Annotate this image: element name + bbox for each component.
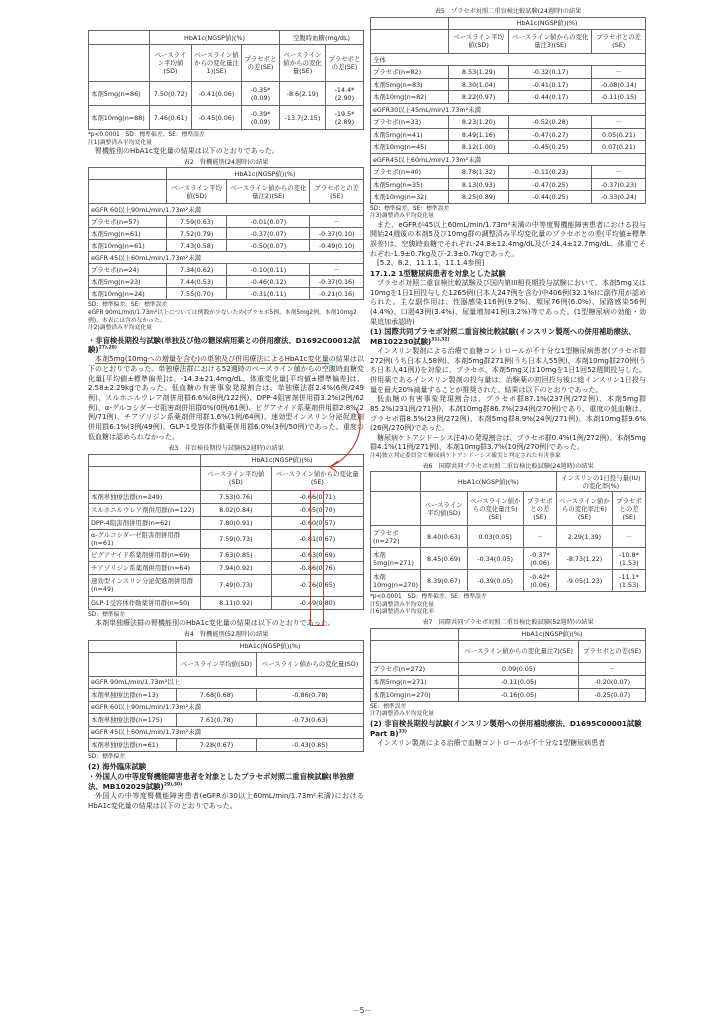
- t1-note-2: 注1)調整済み平均変化量: [88, 139, 152, 146]
- t3-col-2: ベースライン値からの変化量(SE): [271, 466, 363, 490]
- table-row: 本剤5mg(n=41) 8.49(1.16) -0.47(0.27) 0.05(0.21): [371, 128, 646, 141]
- t1-col-5: プラセボとの差(SE): [326, 45, 364, 82]
- table-row: 速効型インスリン分泌促進剤併用群(n=49) 7.49(0.73) -0.76(0.65): [89, 574, 364, 596]
- t6-caption: 表6 国際共同プラセボ対照二重盲検比較試験(24週時)の結果: [422, 462, 594, 470]
- heading-mb102230: (1) 国際共同プラセボ対照二重盲検比較試験(インスリン製剤への併用補助療法、MB102230試験)$^{31),32)}$: [370, 327, 636, 347]
- t6-col-1: ベースライン平均値(SD): [421, 492, 467, 526]
- t6-col-3: プラセボとの差(SE): [523, 492, 556, 526]
- t1-note-1: *p<0.0001 SD：標準偏差、SE：標準誤差: [88, 132, 205, 138]
- table-row: 本剤10mg(n=270) -0.16(0.05) -0.25(0.07): [371, 688, 646, 701]
- paragraph-2: 本剤5mg(10mgへの増量を含む)の単独及び併用療法によるHbA1c変化量の結果は以下のとおりであった。単独療法群における52週時のベースライン値からの空腹時血糖変化量[平均値±標準偏差]は、-14.3±21.4mg/dL、体重変化量[平均値±標準偏差]は、2.58±2.29kgであった。低血糖の有害事象発現割合は、単独療法群2.4%(6例/249例)、スルホニルウレア剤併用群6.6%(8例/122例)、DPP-4阻害剤併用群3.2%(2例/62例)、α-グルコシダーゼ阻害剤併用群0%(0例/61例)、ビグアナイド系薬剤併用群2.8%(2例/71例)、チアゾリジン系薬剤併用群1.6%(1例/64例)、速効型インスリン分泌促進剤併用群6.1%(3例/49例)、GLP-1受容体作動薬併用群6.0%(3例/50例)であった。重度の低血糖は認められなかった。: [88, 355, 365, 441]
- table-1: [88, 30, 364, 130]
- table-row: 本剤10mg(n=24) 7.55(0.70) -0.31(0.11) -0.21(0.16): [89, 288, 364, 300]
- table-row: GLP-1受容体作動薬併用群(n=50) 8.11(0.92) -0.49(0.80): [89, 596, 364, 609]
- t1-col-4: ベースライン値からの変化量(SE): [280, 45, 326, 82]
- t4-note-1: SD：標準偏差: [88, 753, 126, 760]
- t7-caption: 表7 国際共同プラセボ対照二重盲検比較試験(52週時)の結果: [422, 619, 594, 626]
- highlight-box: [310, 490, 324, 626]
- t7-header: HbA1c(NGSP値)(%): [459, 628, 646, 640]
- t5-section: eGFR30以上45mL/min/1.73m²未満: [371, 103, 646, 116]
- paragraph-4: 外国人の中等度腎機能障害患者(eGFRが30以上60mL/min/1.73m²未満)におけるHbA1c変化量の結果は以下のとおりであった。: [88, 791, 364, 810]
- table-row: 本剤単独療法群(n=249) 7.53(0.76) -0.66(0.71): [89, 490, 364, 503]
- table-row: DPP-4阻害剤併用群(n=62) 7.80(0.91) -0.60(0.57): [89, 516, 364, 529]
- table-row: 本剤単独療法群(n=61) 7.28(0.67) -0.43(0.85): [89, 738, 364, 751]
- paragraph-10: インスリン製剤による治療で血糖コントロールが不十分な1型糖尿病患者: [377, 738, 606, 747]
- table-row: α-グルコシダーゼ阻害剤併用群(n=61) 7.59(0.73) -0.81(0.67): [89, 529, 364, 548]
- t5-section: eGFR45以上60mL/min/1.73m²未満: [371, 153, 646, 166]
- table-5: [370, 17, 646, 204]
- t6-header: HbA1c(NGSP値)(%): [421, 472, 557, 492]
- table-row: 本剤5mg(n=61) 7.52(0.79) -0.37(0.07) -0.37(0.10): [89, 228, 364, 240]
- t2-note-1: SD：標準偏差、SE：標準誤差: [88, 302, 168, 309]
- t6-note-3: 注6)調整済み平均変化率: [370, 609, 434, 616]
- t5-col-2: ベースライン値からの変化量注3)(SE): [509, 29, 592, 53]
- table-row: チアゾリジン系薬剤併用群(n=64) 7.94(0.92) -0.86(0.76): [89, 561, 364, 574]
- table-row: ビグアナイド系薬剤併用群(n=69) 7.63(0.85) -0.63(0.69): [89, 548, 364, 561]
- paragraph-9: 糖尿病ケトアシドーシス注4)の発現割合は、プラセボ群0.4%(1例/272例)、本剤5mg群4.1%(11例/271例)、本剤10mg群3.7%(10例/270例)であった。: [370, 433, 646, 452]
- heading-d1695c00001: (2) 非盲検長期投与試験(インスリン製剤への併用補助療法、D1695C00001試験Part B)$^{33)}$: [370, 718, 642, 738]
- t5-col-3: プラセボとの差(SE): [592, 29, 646, 53]
- paragraph-8: 低血糖の有害事象発現割合は、プラセボ群87.1%(237例/272例)、本剤5mg群85.2%(231例/271例)、本剤10mg群86.7%(234例/270例)であり、重度の低血糖は、プラセボ群8.5%(23例/272例)、本剤5mg群8.9%(24例/271例)、本剤10mg群9.6%(26例/270例)であった。: [370, 395, 646, 433]
- table-row: 本剤5mg(n=35) 8.13(0.93) -0.47(0.25) -0.37(0.23): [371, 178, 646, 191]
- table-6: [370, 471, 646, 592]
- heading-overseas-trials: (2) 海外臨床試験: [88, 762, 147, 772]
- paragraph-7: インスリン製剤による治療で血糖コントロールが不十分な1型糖尿病患者(プラセボ群272例(うち日本人58例)、本剤5mg群271例(うち日本人55例)、本剤10mg群270例(うち日本人41例))を対象に、プラセボ、本剤5mg又は10mgを1日1回52週間投与した。併用薬であるインスリン製剤の投与量は、治験薬の初回投与後に総インスリン1日投与量を最大20%減量することが推奨された。結果は以下のとおりであった。: [370, 346, 646, 394]
- table-row: 本剤5mg(n=83) 8.30(1.04) -0.41(0.17) -0.08(0.14): [371, 78, 646, 91]
- table-row: 本剤10mg(n=32) 8.25(0.89) -0.44(0.25) -0.33(0.24): [371, 191, 646, 204]
- t6-note-1: *p<0.0001 SD：標準偏差、SE：標準誤差: [370, 594, 487, 601]
- t2-col-2: ベースライン値からの変化量注2)(SE): [227, 180, 310, 204]
- t1-col-1: ベースライン平均値(SD): [150, 45, 192, 82]
- t6-note-2: 注5)調整済み平均変化量: [370, 601, 434, 608]
- t4-section: eGFR 60以上90mL/min/1.73m²未満: [89, 701, 364, 713]
- table-row: 本剤単独療法群(n=175) 7.61(0.78) -0.73(0.63): [89, 713, 364, 726]
- t1-fpg-header: 空腹時血糖(mg/dL): [280, 31, 364, 45]
- table-4: [88, 640, 364, 752]
- t3-header: HbA1c(NGSP値)(%): [201, 454, 364, 466]
- t4-col-1: ベースライン平均値(SD): [177, 652, 257, 676]
- table-2: [88, 167, 364, 300]
- t2-caption: 表2 腎機能別(24週時)の結果: [183, 158, 269, 166]
- table-row: 本剤5mg(n=271) -0.11(0.05) -0.20(0.07): [371, 675, 646, 688]
- table-row: 本剤10mg(n=270) 8.39(0.67) -0.39(0.05) -0.42*(0.06) -9.05(1.23) -11.1*(1.53): [371, 570, 646, 592]
- table-row: プラセボ(n=82) 8.53(1.29) -0.32(0.17) －: [371, 66, 646, 79]
- table-row: プラセボ(n=33) 8.23(1.20) -0.52(0.28) －: [371, 116, 646, 129]
- t4-caption: 表4 腎機能別(52週時)の結果: [183, 631, 269, 639]
- paragraph-5-refs: [5.2、8.2、11.1.1、11.1.4参照]: [377, 259, 485, 268]
- t2-note-3: 注2)調整済み平均変化量: [88, 325, 152, 332]
- table-row: 本剤5mg(n=271) 8.45(0.69) -0.34(0.05) -0.37*(0.06) -8.73(1.22) -10.8*(1.53): [371, 548, 646, 570]
- t7-note-1: SE：標準誤差: [370, 703, 407, 710]
- paragraph-3: 本剤単独療法群の腎機能別のHbA1c変化量の結果は以下のとおりであった。: [95, 619, 335, 628]
- t4-col-2: ベースライン値からの変化量(SD): [257, 652, 364, 676]
- right-column: [370, 0, 646, 748]
- t6-header-2: インスリンの1日投与量(IU)の変化率(%): [556, 472, 645, 492]
- t6-col-5: プラセボとの差(SE): [613, 492, 646, 526]
- t5-note-1: SD：標準偏差、SE：標準誤差: [370, 205, 450, 212]
- t3-note-1: SD：標準偏差: [88, 611, 126, 618]
- table-row: プラセボ(n=57) 7.59(0.63) -0.01(0.07) －: [89, 216, 364, 228]
- t2-header: HbA1c(NGSP値)(%): [167, 168, 364, 180]
- t2-col-1: ベースライン平均値(SD): [167, 180, 227, 204]
- t2-note-2: eGFR 90mL/min/1.73m²以上については例数が少ないため(プラセボ5例、本剤5mg2例、本剤10mg2例)、本表には含めなかった。: [88, 310, 357, 324]
- t7-col-2: プラセボとの差(SE): [579, 640, 646, 662]
- t5-note-2: 注3)調整済み平均変化量: [370, 213, 434, 220]
- note-4: 注4)独立判定委員会で糖尿病ケトアシドーシス確実と判定された有害事象: [370, 453, 561, 460]
- t1-col-3: プラセボとの差(SE): [242, 45, 280, 82]
- t1-hba1c-header: HbA1c(NGSP値)(%): [150, 31, 280, 45]
- page-number: －5－: [352, 1006, 372, 1015]
- table-row: プラセボ(n=40) 8.78(1.32) -0.11(0.23) －: [371, 166, 646, 179]
- t3-caption: 表3 非盲検長期投与試験(52週時)の結果: [168, 445, 284, 453]
- t7-col-1: ベースライン値からの変化量注7)(SE): [459, 640, 579, 662]
- table-7: [370, 628, 646, 702]
- table-row: 本剤10mg(n=82) 8.22(0.97) -0.44(0.17) -0.11(0.15): [371, 91, 646, 104]
- table-row: スルホニルウレア剤併用群(n=122) 8.02(0.84) -0.65(0.70): [89, 503, 364, 516]
- table-row: プラセボ(n=272) 8.40(0.63) 0.03(0.05) － 2.29(1.39) －: [371, 526, 646, 548]
- t4-header: HbA1c(NGSP値)(%): [177, 640, 364, 652]
- table-row: 本剤単独療法群(n=13) 7.68(0.68) -0.86(0.78): [89, 688, 364, 701]
- paragraph-1: 腎機能別のHbA1c変化量の結果は以下のとおりであった。: [95, 147, 279, 156]
- heading-type1-trials: 17.1.2 1型糖尿病患者を対象とした試験: [370, 269, 506, 279]
- table-row: 本剤10mg(n=61) 7.43(0.58) -0.50(0.07) -0.49(0.10): [89, 240, 364, 252]
- t2-section-1: eGFR 60以上90mL/min/1.73m²未満: [89, 204, 364, 216]
- t7-note-2: 注7)調整済み平均変化量: [370, 711, 434, 718]
- t1-col-2: ベースライン値からの変化量注1)(SE): [192, 45, 242, 82]
- t5-caption: 表5 プラセボ対照二重盲検比較試験(24週時)の結果: [434, 8, 582, 15]
- paragraph-5: また、eGFRが45以上60mL/min/1.73m²未満の中等度腎機能障害患者における投与開始24週後の本剤5及び10mg群の調整済み平均変化量のプラセボとの差(平均値±標準誤差)は、空腹時血糖でそれぞれ-24.8±12.4mg/dL及び-24.4±12.7mg/dL、体重でそれぞれ-1.9±0.7kg及び-2.3±0.7kgであった。: [370, 220, 646, 258]
- arrow-icon: [300, 405, 380, 485]
- t4-section: eGFR 90mL/min/1.73m²以上: [89, 676, 364, 688]
- paragraph-6: プラセボ対照二重盲検比較試験及び国内第III相長期投与試験において、本剤5mg又は10mgを1日1回投与した1265例(日本人247例を含む)中406例(32.1%)に副作用が認められた。主な副作用は、性器感染116例(9.2%)、頻尿76例(6.0%)、尿路感染56例(4.4%)、口渇43例(3.4%)、尿量増加41例(3.2%)等であった。(1型糖尿病の効能・効果追加承認時): [370, 278, 646, 326]
- t5-col-1: ベースライン平均値(SD): [449, 29, 509, 53]
- heading-long-term-study: ・非盲検長期投与試験(単独及び他の糖尿病用薬との併用療法、D1692C00012試験)$^{27),28)}$: [88, 335, 361, 355]
- t2-col-3: プラセボとの差(SE): [310, 180, 364, 204]
- table-row: 本剤5mg(n=23) 7.44(0.53) -0.46(0.12) -0.37(0.16): [89, 276, 364, 288]
- t5-section: 全体: [371, 53, 646, 66]
- table-row: 本剤10mg(n=88) 7.46(0.61) -0.45(0.06) -0.39*(0.09) -13.7(2.15) -19.5*(2.89): [89, 106, 364, 130]
- heading-mb102029: ・外国人の中等度腎機能障害患者を対象としたプラセボ対照二重盲検試験(単独療法、MB102029試験)$^{29),30)}$: [88, 772, 355, 792]
- t3-col-1: ベースライン平均値(SD): [201, 466, 272, 490]
- table-row: プラセボ(n=272) 0.09(0.05) －: [371, 662, 646, 675]
- table-row: 本剤5mg(n=86) 7.50(0.72) -0.41(0.06) -0.35*(0.09) -8.6(2.19) -14.4*(2.90): [89, 82, 364, 106]
- t5-header: HbA1c(NGSP値)(%): [449, 17, 646, 29]
- t6-col-4: ベースライン値からの変化率注6)(SE): [556, 492, 612, 526]
- table-row: 本剤10mg(n=45) 8.12(1.00) -0.45(0.25) 0.07(0.21): [371, 141, 646, 154]
- table-row: プラセボ(n=24) 7.34(0.62) -0.10(0.11) －: [89, 264, 364, 276]
- t2-section-2: eGFR 45以上60mL/min/1.73m²未満: [89, 252, 364, 264]
- t6-col-2: ベースライン値からの変化量注5)(SE): [467, 492, 523, 526]
- t4-section: eGFR 45以上60mL/min/1.73m²未満: [89, 726, 364, 738]
